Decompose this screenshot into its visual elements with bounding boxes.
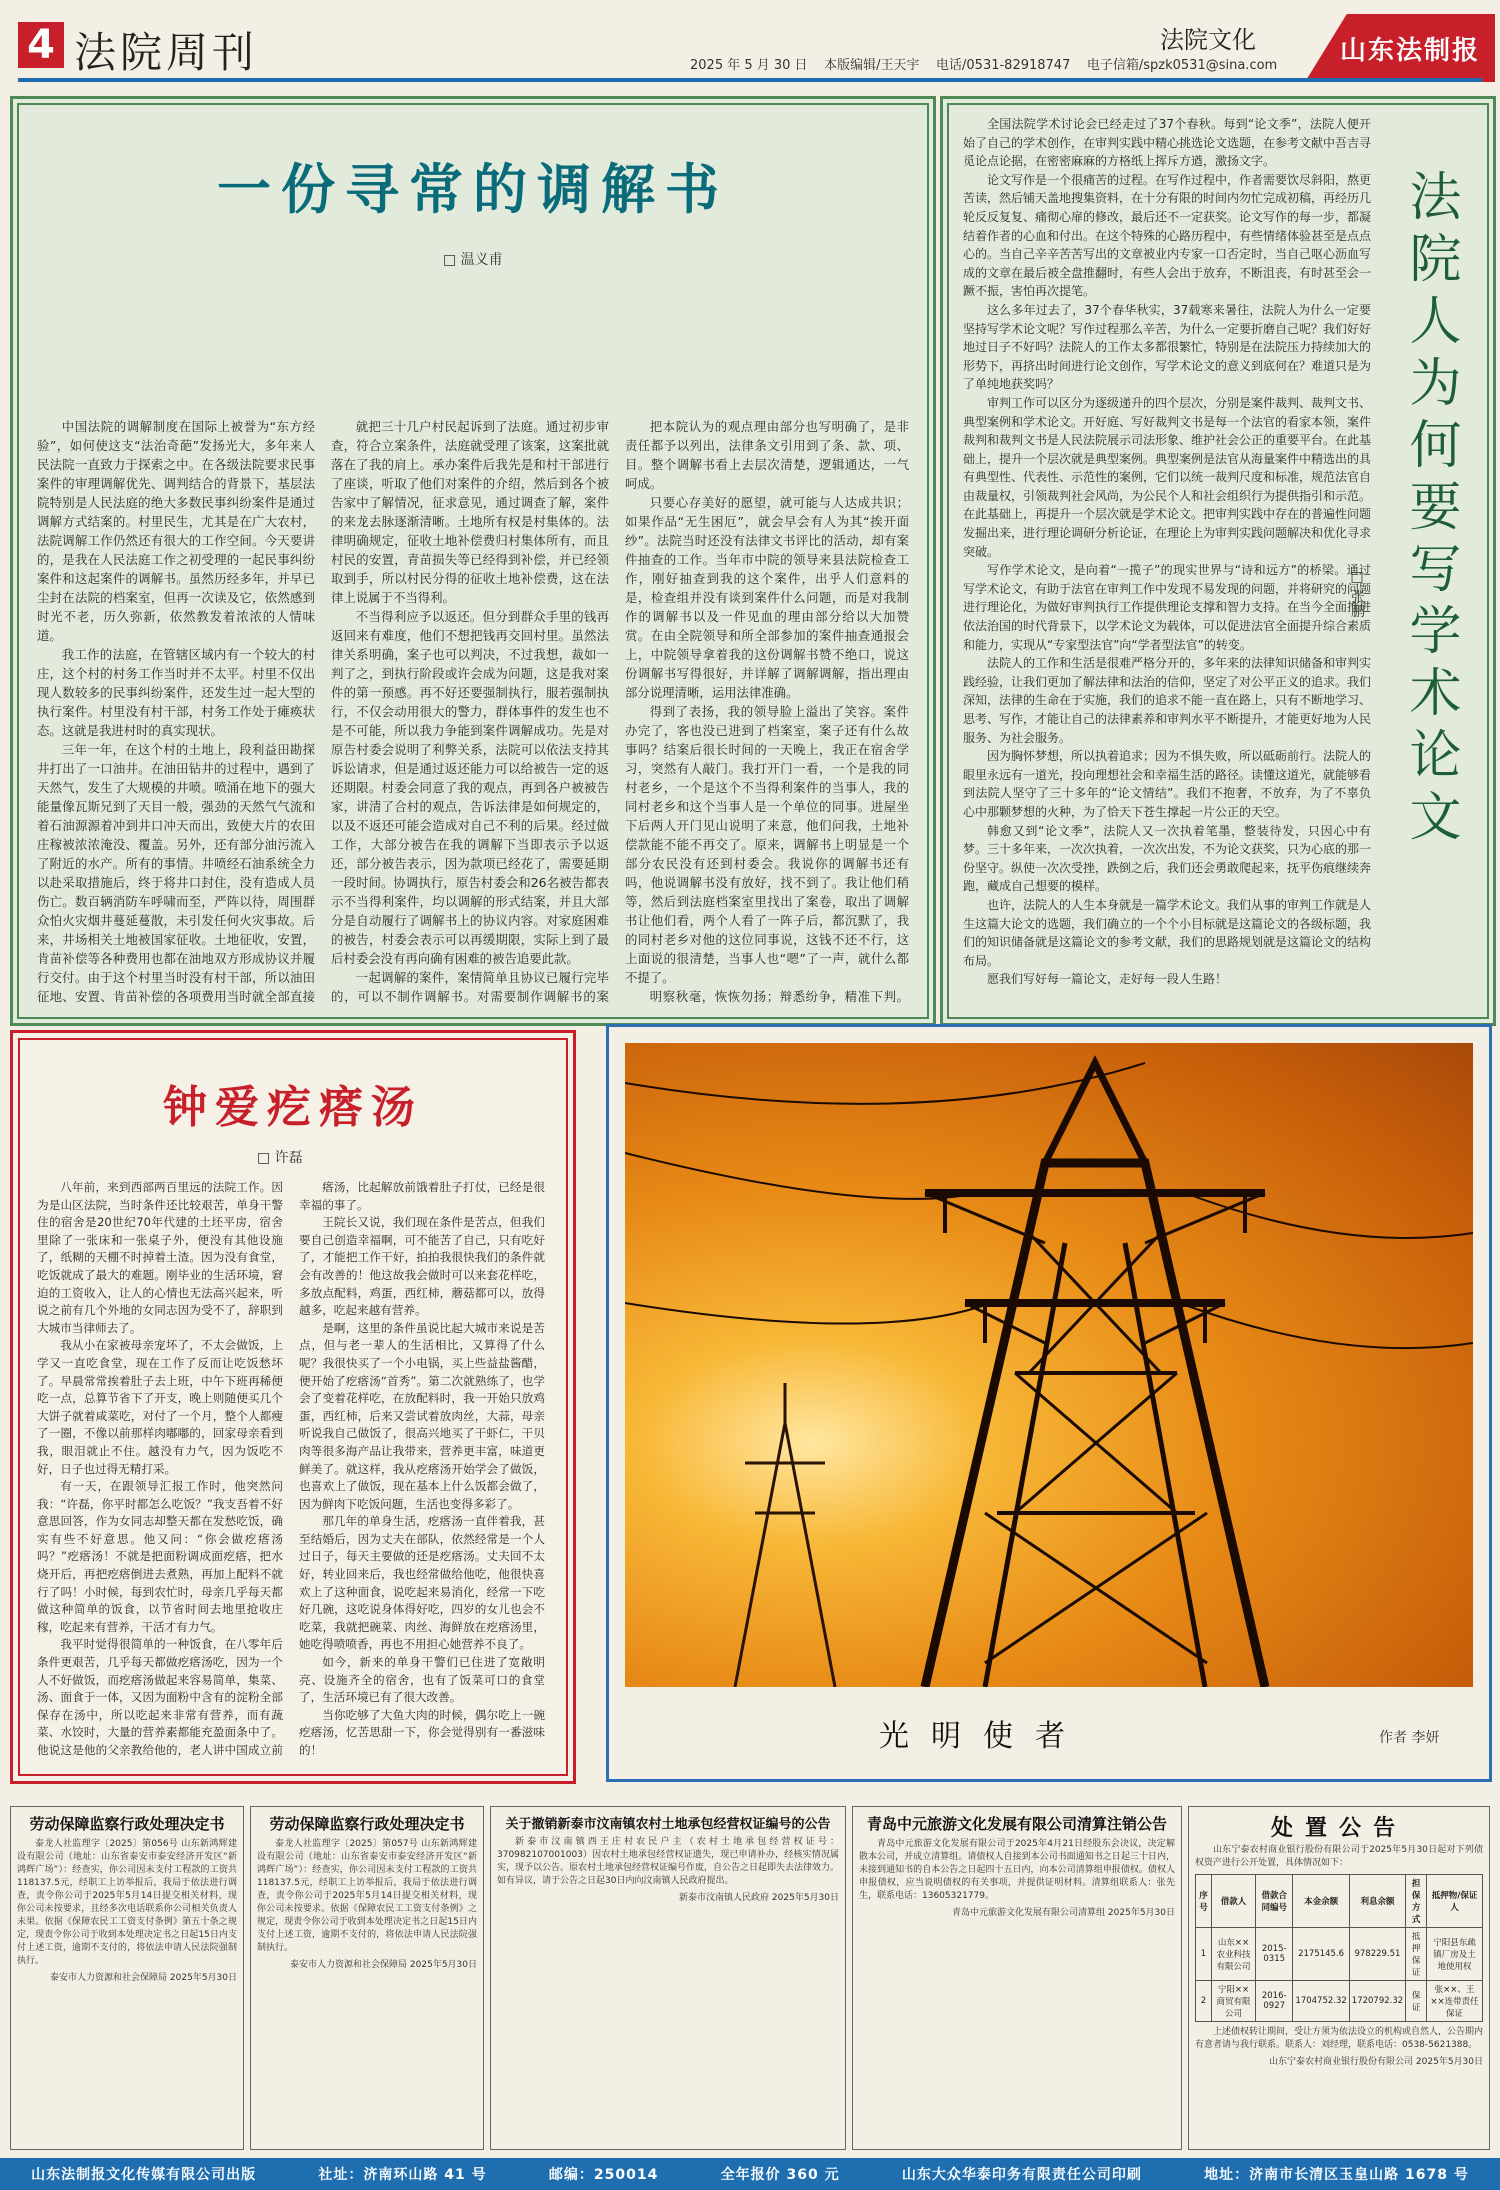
power-tower-silhouette — [625, 1043, 1473, 1687]
notice-sign: 青岛中元旅游文化发展有限公司清算组 2025年5月30日 — [952, 1908, 1175, 1918]
notice-title: 青岛中元旅游文化发展有限公司清算注销公告 — [866, 1815, 1167, 1833]
photo-caption: 光明使者 — [879, 1719, 1087, 1754]
column-header: 利息余额 — [1349, 1875, 1405, 1928]
phone: 电话/0531-82918747 — [936, 58, 1071, 73]
photo-panel — [606, 1024, 1492, 1782]
disposal-table — [1195, 1874, 1483, 2022]
footer-postcode: 邮编：250014 — [548, 2167, 659, 2183]
paragraph: 山东宁泰农村商业银行股份有限公司于2025年5月30日起对下列债权资产进行公开处置，具体情况如下： — [1195, 1845, 1483, 1868]
table-cell: 宁阳县东疏镇厂房及土地使用权 — [1427, 1928, 1483, 1981]
notice-body — [1189, 1844, 1489, 1870]
section-name: 法院文化 — [1160, 26, 1256, 54]
paragraph: 只要心存美好的愿望，就可能与人达成共识；如果作品“无生困厄”，就会早会有人为其“挨开面纱”。法院当时还没有法律文书评比的活动，却有案件抽查的工作。当年市中院的领导来县法院检查工作，刚好抽查到我的这个案件，出乎人们意料的是，检查组并没有谈到案件什么问题，而是对我制作的调解书以及一件见血的理由部分给以大加赞赏。在由全院领导和所全部参加的案件抽查通报会上，中院领导拿着我的这份调解书赞不绝口，说这份调解书写得很好，并详解了调解调解，指出理由部分说理清晰，运用法律准确。 — [625, 495, 909, 700]
email: 电子信箱/spzk0531@sina.com — [1086, 58, 1278, 73]
table-cell: 1 — [1196, 1928, 1212, 1981]
footer-bar — [0, 2158, 1500, 2190]
editor: 本版编辑/王天宇 — [824, 58, 920, 73]
footer-price: 全年报价 360 元 — [720, 2167, 840, 2183]
paragraph: 王院长又说，我们现在条件是苦点，但我们要自己创造幸福啊，可不能苦了自己，只有吃好了，才能把工作干好，拍拍我很快我们的条件就会有改善的！他这故我会做时可以来套花样吃，多放点配料，鸡蛋，西红柿，蘑菇都可以，放得越多，吃起来越有营养。 — [299, 1215, 545, 1318]
article-soup-col-1 — [37, 1179, 283, 1759]
paragraph: 全国法院学术讨论会已经走过了37个春秋。每到“论文季”，法院人便开始了自己的学术创作，在审判实践中精心挑选论文选题，在参考文献中吾吉寻觅论点论据，在密密麻麻的方格纸上挥斥方遒，激扬文字。 — [963, 117, 1371, 169]
issue-number: 4 — [18, 22, 64, 68]
paragraph: 法院人的工作和生活是很难严格分开的，多年来的法律知识储备和审判实践经验，让我们更加了解法律和法治的信仰，坚定了对公平正义的追求。我们深知，法律的生命在于实施，我们的追求不能一直在路上，只有不断地学习、思考、写作，才能让自己的法律素养和审判水平不断提升，才能更好地为人民服务、为社会服务。 — [963, 656, 1371, 745]
table-cell: 1720792.32 — [1349, 1981, 1405, 2022]
table-cell: 2175145.6 — [1293, 1928, 1349, 1981]
paragraph: 不当得利应予以返还。但分到群众手里的钱再返回来有难度，他们不想把钱再交回村里。虽然法律关系明确，案子也可以判决，不过我想，裁如一判了之，到执行阶段或许会成为问题，这是我对案件的第一预感。再不好还要强制执行，服若强制执行，不仅会动用很大的警力，群体事件的发生也不是不可能，所以我力争能到案件调解成功。先是对原告村委会说明了利弊关系，法院可以依法支持其诉讼请求，但是通过返还能力可以给被告一定的返还期限。村委会同意了我的观点，再到各户被被告家，讲清了合村的观点，告诉法律是如何规定的，以及不返还可能会造成对自己不利的后果。经过做工作，大部分被告在我的调解下当即表示予以返还，部分被告表示，因为款项已经花了，需要延期一段时间。协调执行，原告村委会和26名被告都表示不当得利案件，均以调解的形式结案，并且大部分是自动履行了调解书上的协议内容。对家庭困难的被告，村委会表示可以再缓期限，实际上到了最后村委会没有再向确有困难的被告追要此款。 — [331, 609, 609, 966]
footer-address: 社址：济南环山路 41 号 — [318, 2167, 487, 2183]
article-academic-panel — [940, 96, 1496, 1026]
column-header: 抵押物/保证人 — [1427, 1875, 1483, 1928]
article-mediation-title: 一份寻常的调解书 — [217, 158, 729, 221]
paragraph: 这么多年过去了，37个春华秋实，37载寒来暑往，法院人为什么一定要坚持写学术论文呢？写作过程那么辛苦，为什么一定要折磨自己呢？我们好好地过日子不好吗？法院人的工作太多都很繁忙，特别是在法院压力持续加大的形势下，再挤出时间进行论文创作，写学术论文的意义到底何在？难道只是为了单纯地获奖吗？ — [963, 302, 1371, 392]
paragraph: 是啊，这里的条件虽说比起大城市来说是苦点，但与老一辈人的生活相比，又算得了什么呢？我很快买了一个小电锅，买上些益盐酱醋，便开始了疙瘩汤“首秀”。第二次就熟练了，也学会了变着花样吃，在放配料时，我一开始只放鸡蛋，西红柿，后来又尝试着放肉丝，大蒜，母亲听说我自己做饭了，很高兴地买了干虾仁，干贝肉等很多海产品让我带来，营养更丰富，味道更鲜美了。就这样，我从疙瘩汤开始学会了做饭，也喜欢上了做饭，现在基本上什么饭都会做了，因为鲜肉下吃饭问题，生活也变得多彩了。 — [299, 1320, 545, 1511]
paragraph: 因为胸怀梦想，所以执着追求；因为不惧失败，所以砥砺前行。法院人的眼里永远有一道光，投向理想社会和幸福生活的路径。读懂这道光，就能够看到法院人坚守了三十多年的“论文情结”。我们不抱奢，不放弃，为了不辜负心中那颗梦想的火种，为了恰天下苍生撑起一片公正的天空。 — [963, 749, 1371, 819]
table-row — [1196, 1981, 1483, 2022]
notice-sign: 泰安市人力资源和社会保障局 2025年5月30日 — [50, 1973, 237, 1983]
paragraph: 中国法院的调解制度在国际上被誉为“东方经验”，如何使这支“法治奇葩”发扬光大，多年来人民法院一直致力于探索之中。在各级法院要求民事案件的审理调解优先、调判结合的背景下，基层法院特别是人民法庭的绝大多数民事纠纷案件是通过调解方式结案的。村里民生，尤其是在广大农村，法院调解工作仍然还有很大的工作空间。今天要讲的，是我在人民法庭工作之初受理的一起民事纠纷案件和这起案件的调解书。虽然历经多年，并早已尘封在法院的档案室，但再一次读及它，依然感到时光不老，历久弥新，依然教发着浓浓的人情味道。 — [37, 419, 315, 643]
notice-land-certificate — [490, 1806, 846, 2150]
article-academic-byline: □ 张鹏 — [1349, 569, 1365, 618]
paragraph: 我平时觉得很简单的一种饭食，在八零年后条件更艰苦，几乎每天都做疙瘩汤吃，因为一个人不好做饭，而疙瘩汤做起来容易简单，集菜、汤、面食于一体，又因为面粉中含有的淀粉全部保存在汤中，所以吃起来非常有营养，而有蔬菜、水饺时，大量的营养素都能充盈面条中了。他说这是他的父亲教给他的，老人讲中国成立前 — [37, 1637, 283, 1757]
article-soup-title: 钟爱疙瘩汤 — [163, 1082, 423, 1133]
notice-title: 关于撤销新泰市汶南镇农村土地承包经营权证编号的公告 — [505, 1817, 831, 1832]
notice-sign: 泰安市人力资源和社会保障局 2025年5月30日 — [290, 1960, 477, 1970]
notice-labor-2 — [250, 1806, 484, 2150]
column-header: 序号 — [1196, 1875, 1212, 1928]
paragraph: 青岛中元旅游文化发展有限公司于2025年4月21日经股东会决议，决定解散本公司，并成立清算组。请债权人自接到本公司书面通知书之日起三十日内，未接到通知书的自本公告之日起四十五日内，向本公司清算组申报债权。债权人申报债权，应当说明债权的有关事项，并提供证明材料。清算组联系人：张先生，联系电话：13605321779。 — [859, 1839, 1175, 1901]
article-soup-col-2 — [299, 1179, 545, 1759]
paragraph: 上述债权转让期间，受让方须为依法设立的机构或自然人，公告期内有意者请与我行联系。联系人：刘经理，联系电话：0538-5621388。 — [1195, 2027, 1484, 2050]
table-cell: 山东××农业科技有限公司 — [1211, 1928, 1255, 1981]
article-soup-byline: □ 许磊 — [257, 1150, 303, 1166]
notice-sign: 山东宁泰农村商业银行股份有限公司 2025年5月30日 — [1269, 2057, 1483, 2067]
paragraph: 新泰市汶南镇西王庄村农民户主（农村土地承包经营权证号：370982107001003）因农村土地承包经营权证遗失，现已申请补办，经核实情况属实，现予以公告。原农村土地承包经营权证编号作废，自公告之日起即失去法律效力。如有异议，请于公告之日起30日内向汶南镇人民政府提出。 — [497, 1837, 840, 1886]
notice-disposal — [1188, 1806, 1490, 2150]
paragraph: 我从小在家被母亲宠坏了，不太会做饭，上学又一直吃食堂，现在工作了反而让吃饭愁坏了。早晨常常挨着肚子去上班，中午下班再稀便吃一点，总算节省下了开支，晚上则随便买几个大饼子就着咸菜吃，对付了一个月，整个人都瘦了一圈，不像以前那样肉嘟嘟的，回家母亲看到我，眼泪就止不住。越没有力气，因为饭吃不好，日子也过得无精打采。 — [37, 1338, 283, 1476]
table-cell: 978229.51 — [1349, 1928, 1405, 1981]
article-mediation-byline: □ 温义甫 — [443, 252, 503, 268]
article-academic-title: 法院人为何要写学术论文 — [1400, 169, 1460, 851]
paragraph: 审判工作可以区分为逐级递升的四个层次，分别是案件裁判、裁判文书、典型案例和学术论文。开好庭、写好裁判文书是每一个法官的看家本领，案件裁判和裁判文书是人民法院展示司法形象、维护社会公正的重要平台。在此基础上，提升一个层次就是典型案例。典型案例是法官从海量案件中精选出的具有典型性、代表性、示范性的案例，它们以统一裁判尺度和标准，规范法官自由裁量权，引领裁判社会风尚，为公民个人和社会组织行为提供指引和示范。在此基础上，再提升一个层次就是学术论文。把审判实践中存在的普遍性问题发掘出来，进行理论调研分析论证，在理论上为审判实践问题解决和优化寻求突破。 — [963, 395, 1371, 559]
notice-title: 劳动保障监察行政处理决定书 — [29, 1815, 225, 1833]
article-mediation-col-1 — [37, 417, 315, 1009]
notice-body — [251, 1838, 483, 1955]
notice-body — [853, 1838, 1181, 1903]
column-header: 借款合同编号 — [1256, 1875, 1293, 1928]
table-cell: 2015-0315 — [1256, 1928, 1293, 1981]
paragraph: 瘩汤，比起解放前饿着肚子打仗，已经是很幸福的事了。 — [299, 1180, 545, 1212]
paragraph: 有一天，在跟领导汇报工作时，他突然问我：“许磊，你平时都怎么吃饭？”我支吾着不好意思回答，作为女同志却整天都在发愁吃饭，确实有些不好意思。他又问：“你会做疙瘩汤吗？”疙瘩汤！不就是把面粉调成面疙瘩，把水烧开后，再把疙瘩倒进去煮熟，再加上配料不就行了吗！小时候，每到农忙时，母亲几乎每天都做这种简单的饭食，以节省时间去地里抢收庄稼，吃起来有营养，干活才有力气。 — [37, 1479, 283, 1634]
footer-print-address: 地址：济南市长清区玉皇山路 1678 号 — [1204, 2167, 1469, 2183]
paragraph: 一起调解的案件，案情简单且协议已履行完毕的，可以不制作调解书。对需要制作调解书的案 — [331, 970, 609, 1004]
paragraph: 那几年的单身生活，疙瘩汤一直伴着我，甚至结婚后，因为丈夫在部队，依然经常是一个人过日子，每天主要做的还是疙瘩汤。丈夫回不太好，转业回来后，我也经常做给他吃，他很快喜欢上了这种面食，说吃起来易消化，经常一下吃好几碗，这吃说身体得好吃，四岁的女儿也会不吃菜，我就把碗菜、肉丝、海鲜放在疙瘩汤里，她吃得喷喷香，再也不用担心她营养不良了。 — [299, 1514, 545, 1652]
article-mediation-panel — [10, 96, 936, 1026]
paragraph: 写作学术论文，是向着“一揽子”的现实世界与“诗和远方”的桥梁。通过写学术论文，有助于法官在审判工作中发现不易发现的问题，并将研究的问题进行理论化，为做好审判执行工作提供理论支撑和智力支持。在当今全面推进依法治国的时代背景下，以学术论文为载体，可以促进法官全面提升综合素质和能力，实现从“专家型法官”向“学者型法官”的转变。 — [963, 563, 1371, 652]
table-header-row — [1196, 1875, 1483, 1928]
column-header: 担保方式 — [1406, 1875, 1427, 1928]
masthead-meta — [690, 54, 1277, 73]
table-cell: 抵押保证 — [1406, 1928, 1427, 1981]
paragraph: 愿我们写好每一篇论文，走好每一段人生路！ — [987, 972, 1228, 987]
paragraph: 三年一年，在这个村的土地上，段利益田勘探井打出了一口油井。在油田钻井的过程中，遇到了天然气，发生了大规模的井喷。喷涌在地下的强大能量像瓦斯兄到了天目一般，强劲的天然气气流和着石油源源着冲到井口冲天而出，致使大片的农田庄稼被浓浓淹没、覆盖。另外，还有部分油污流入了附近的水产。所有的事情。井喷经石油系统全力以赴采取措施后，终于将井口封住，没有造成人员伤亡。数百辆消防车呼啸而至，严阵以待，周围群众怕火灾烟井蔓延蔓散，未引发任何火灾事故。后来，井场相关土地被国家征收。土地征收，安置，肯苗补偿等各种费用也都在油地双方形成协议并履行交付。由于这个村里当时没有村干部，所以油田征地、安置、肯苗补偿的各项费用当时就全部直接 — [37, 742, 315, 1004]
article-mediation-col-3 — [625, 417, 909, 1009]
footer-printer: 山东大众华泰印务有限责任公司印刷 — [901, 2167, 1142, 2183]
paragraph: 泰龙人社监理字〔2025〕第056号 山东新鸿辉建设有限公司（地址：山东省泰安市泰安经济开发区“新鸿辉广场”）：经查实，你公司因未支付工程款的工资共118137.5元，经职工上访举报后，我局于依法进行调查，责令你公司于2025年5月14日提交相关材料，现你公司未按要求，且经多次电话联系你公司相关负责人未果。依据《保障农民工工资支付条例》第五十条之规定，现责令你公司于收到本处理决定书之日起15日内支付上述工资，逾期不支付的，将依法申请人民法院强制执行。 — [17, 1839, 237, 1966]
column-header: 本金余额 — [1293, 1875, 1349, 1928]
article-mediation-col-2 — [331, 417, 609, 1009]
paragraph: 就把三十几户村民起诉到了法庭。通过初步审查，符合立案条件，法庭就受理了该案，这案批就落在了我的肩上。承办案件后我先是和村干部进行了座谈，听取了他们对案件的介绍，然后到各个被告家中了解情况，征求意见，通过调查了解，案件的来龙去脉逐渐清晰。土地所有权是村集体的。法律明确规定，征收土地补偿费归村集体所有，而且村民的安置，青苗损失等已经得到补偿，并已经领取到手，所以村民分得的征收土地补偿费，这在法律上说属于不当得利。 — [331, 419, 609, 605]
power-tower-photo — [625, 1043, 1473, 1687]
paragraph: 论文写作是一个很痛苦的过程。在写作过程中，作者需要饮尽斜阳，熬更苦读，然后铺天盖地搜集资料，在十分有限的时间内勿忙完成初稿，再经历几轮反反复复、痛彻心扉的修改，最后还不一定获奖。论文写作的每一步，都凝结着作者的心血和付出。在这个特殊的心路历程中，有些情绪体验甚至是点点心的。当自己辛辛苦苦写出的文章被业内专家一口否定时，当自己呕心沥血写成的文章在最后被全盘推翻时，有些人会出于放弃，不断沮丧，有时甚至会一蹶不振，害怕再次提笔。 — [963, 172, 1371, 299]
notice-liquidation — [852, 1806, 1182, 2150]
notice-body — [1189, 2026, 1489, 2052]
weekly-title: 法院周刊 — [74, 28, 259, 77]
notice-body — [491, 1836, 845, 1888]
paragraph: 把本院认为的观点理由部分也写明确了，是非责任都予以列出，法律条文引用到了条、款、项、目。整个调解书看上去层次清楚，逻辑通达，一气呵成。 — [625, 419, 909, 491]
photo-credit: 作者 李妍 — [1379, 1730, 1440, 1746]
notice-title: 劳动保障监察行政处理决定书 — [269, 1815, 465, 1833]
table-cell: 张××、王××连带责任保证 — [1427, 1981, 1483, 2022]
table-cell: 2 — [1196, 1981, 1212, 2022]
table-cell: 保证 — [1406, 1981, 1427, 2022]
paragraph: 泰龙人社监理字〔2025〕第057号 山东新鸿辉建设有限公司（地址：山东省泰安市泰安经济开发区“新鸿辉广场”）：经查实，你公司因未支付工程款的工资共118137.5元，经职工上访举报后，我局于依法进行调查，责令你公司于2025年5月14日提交相关材料，现你公司未按要求。依据《保障农民工工资支付条例》之规定，现责令你公司于收到本处理决定书之日起15日内支付上述工资，逾期不支付的，将依法申请人民法院强制执行。 — [257, 1839, 477, 1953]
table-cell: 2016-0927 — [1256, 1981, 1293, 2022]
paragraph: 得到了表扬，我的领导脸上溢出了笑容。案件办完了，客也没已进到了档案室，案子还有什么故事吗？结案后很长时间的一天晚上，我正在宿舍学习，突然有人敲门。我打开门一看，一个是我的同村老乡，一个是这个不当得利案件的当事人，我的同村老乡和这个当事人是一个单位的同事。进屋坐下后两人开门见山说明了来意，他们问我，土地补偿款能不能不再交了。原来，调解书上明显是一个部分农民没有还到村委会。我说你的调解书还有吗，他说调解书没有放好，找不到了。我让他们稍等，然后到法庭档案室里找出了案卷，取出了调解书让他们看，两个人看了一阵子后，都沉默了，我的同村老乡对他的这位同事说，这钱不还不行，这上面说的很清楚，当事人也“嗯”了一声，就什么都不提了。 — [625, 704, 909, 985]
paragraph: 我工作的法庭，在管辖区域内有一个较大的村庄，这个村的村务工作当时并不太平。村里不仅出现人数较多的民事纠纷案件，还发生过一起大型的执行案件。村里没有村干部，村务工作处于瘫痪状态。这就是我进村时的真实现状。 — [37, 647, 315, 738]
paragraph: 韩愈又到“论文季”，法院人又一次执着笔墨，整装待发，只因心中有梦。三十多年来，一次次执着，一次次出发，不为论文获奖，只为心底的那一份坚守。纵使一次次受挫，跌倒之后，我们还会勇敢爬起来，抚平伤痕继续奔跑，藏成自己想要的模样。 — [963, 823, 1371, 894]
article-soup-panel — [10, 1030, 576, 1784]
table-cell: 宁阳××商贸有限公司 — [1211, 1981, 1255, 2022]
notice-sign: 新泰市汶南镇人民政府 2025年5月30日 — [679, 1893, 839, 1903]
paragraph: 八年前，来到西部两百里远的法院工作。因为是山区法院，当时条件还比较艰苦，单身干警住的宿舍是20世纪70年代建的土坯平房，宿舍里除了一张床和一张桌子外，便没有其他设施了，纸糊的天棚不时掉着土渣。因为没有食堂，吃饭就成了最大的难题。刚毕业的生活环境，窘迫的工资收入，让人的心情也无法高兴起来，听说之前有几个外地的女同志因为受不了，辞职到大城市当律师去了。 — [37, 1180, 283, 1335]
paragraph: 也许，法院人的人生本身就是一篇学术论文。我们从事的审判工作就是人生这篇大论文的选题，我们确立的一个个小目标就是这篇论文的各级标题，我们的知识储备就是这篇论文的参考文献，我们的思路规划就是这篇论文的结构布局。 — [963, 897, 1371, 968]
paragraph: 如今，新来的单身干警们已住进了宽敞明亮、设施齐全的宿舍，也有了饭菜可口的食堂了，生活环境已有了很大改善。 — [299, 1655, 545, 1705]
top-rule — [18, 78, 1482, 82]
disposal-title: 处置公告 — [1270, 1816, 1407, 1841]
issue-date: 2025 年 5 月 30 日 — [690, 58, 808, 73]
paragraph: 当你吃够了大鱼大肉的时候，偶尔吃上一碗疙瘩汤，忆苦思甜一下，你会觉得别有一番滋味的！ — [299, 1707, 545, 1757]
notice-body — [11, 1838, 243, 1968]
table-row — [1196, 1928, 1483, 1981]
notice-labor-1 — [10, 1806, 244, 2150]
article-academic-body — [963, 115, 1371, 1005]
footer-publisher: 山东法制报文化传媒有限公司出版 — [31, 2167, 257, 2183]
table-cell: 1704752.32 — [1293, 1981, 1349, 2022]
newspaper-logo: 山东法制报 — [1340, 36, 1481, 66]
column-header: 借款人 — [1211, 1875, 1255, 1928]
paragraph: 明察秋毫，恢恢勿扬；辩悉纷争，精准下判。 — [649, 989, 909, 1004]
